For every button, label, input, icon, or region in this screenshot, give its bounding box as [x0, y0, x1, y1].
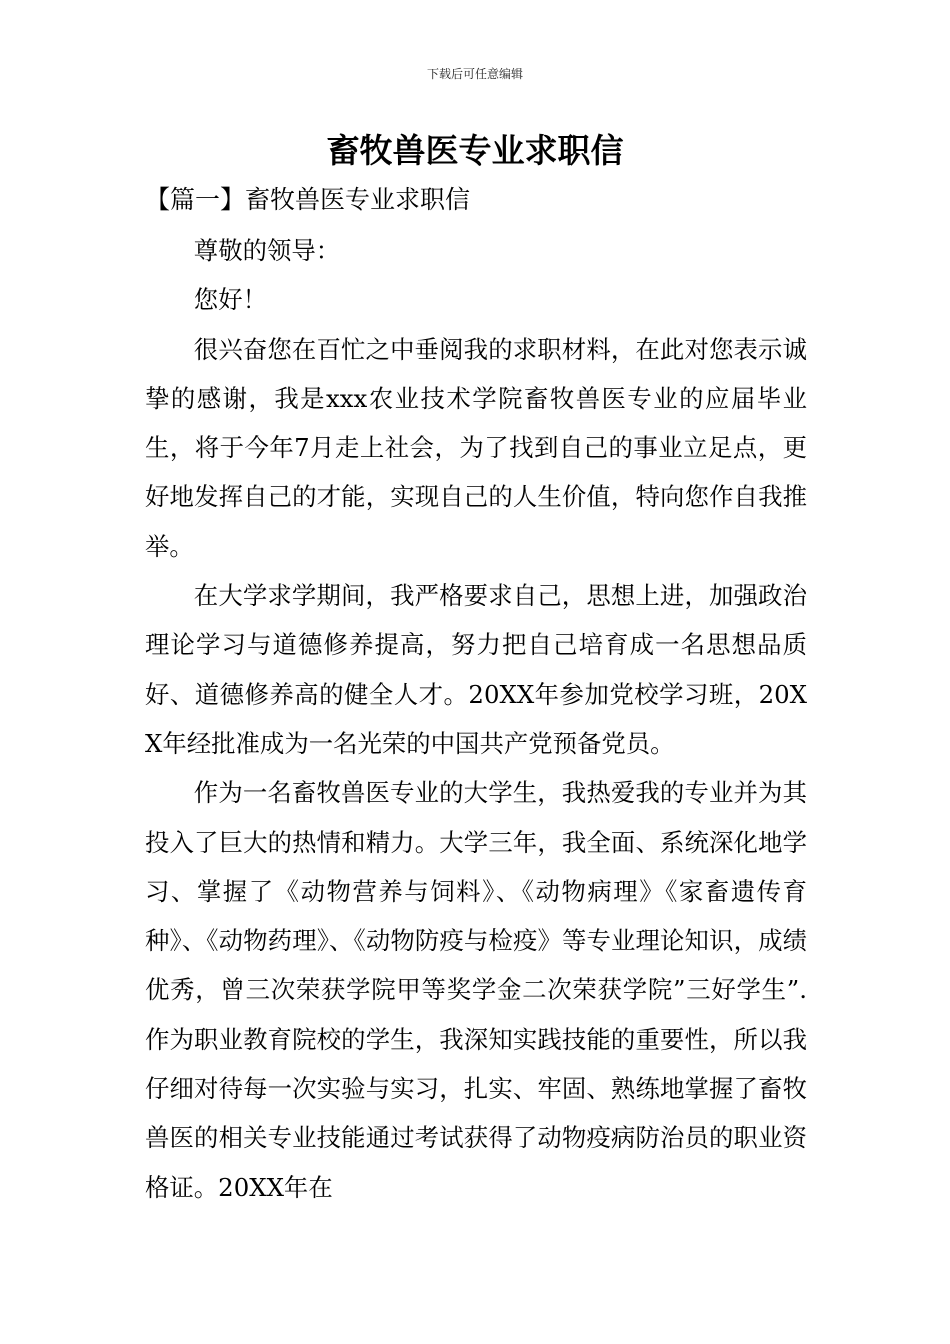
paragraph-political: 在大学求学期间，我严格要求自己，思想上进，加强政治理论学习与道德修养提高，努力把自己培育成一名思想品质好、道德修养高的健全人才。20XX年参加党校学习班，20XX年经批准成为一名光荣的中国共产党预备党员。	[145, 581, 807, 758]
salutation: 尊敬的领导：	[193, 236, 341, 265]
paragraph-studies: 作为一名畜牧兽医专业的大学生，我热爱我的专业并为其投入了巨大的热情和精力。大学三年，我全面、系统深化地学习、掌握了《动物营养与饲料》、《动物病理》《家畜遗传育种》、《动物药理》、《动物防疫与检疫》等专业理论知识，成绩优秀，曾三次荣获学院甲等奖学金二次荣获学院”三好学生”.作为职业教育院校的学生，我深知实践技能的重要性，所以我仔细对待每一次实验与实习，扎实、牢固、熟练地掌握了畜牧兽医的相关专业技能通过考试获得了动物疫病防治员的职业资格证。20XX年在	[145, 778, 807, 1202]
section-heading: 【篇一】畜牧兽医专业求职信	[145, 185, 471, 214]
letter-body	[145, 226, 807, 1212]
greeting: 您好！	[193, 285, 267, 315]
header-note: 下载后可任意编辑	[426, 67, 523, 81]
paragraph-introduction: 很兴奋您在百忙之中垂阅我的求职材料，在此对您表示诚挚的感谢，我是xxx农业技术学院畜牧兽医专业的应届毕业生，将于今年7月走上社会，为了找到自己的事业立足点，更好地发挥自己的才能，实现自己的人生价值，特向您作自我推举。	[145, 334, 807, 561]
document-title: 畜牧兽医专业求职信	[326, 131, 624, 170]
